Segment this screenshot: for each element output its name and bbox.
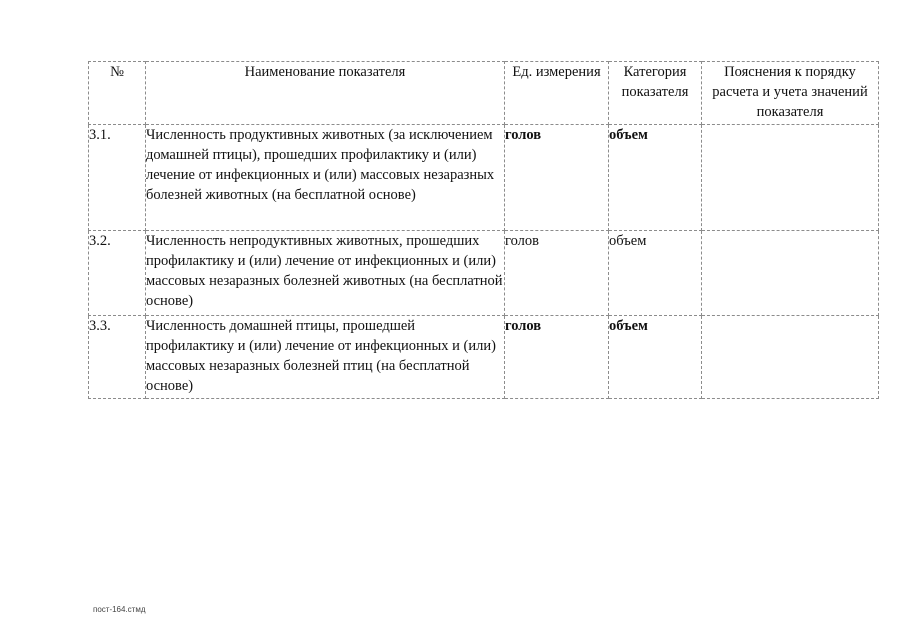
row-indicator-name: Численность непродуктивных животных, прошедших профилактику и (или) лечение от инфекционных и (или) массовых незаразных болезней животных (на бесплатной основе) — [146, 231, 505, 316]
header-unit: Ед. измерения — [505, 62, 609, 125]
row-number: 3.3. — [89, 316, 146, 399]
row-indicator-name: Численность домашней птицы, прошедшей профилактику и (или) лечение от инфекционных и (или) массовых незаразных болезней птиц (на бесплатной основе) — [146, 316, 505, 399]
row-unit: голов — [505, 231, 609, 316]
header-category: Категория показателя — [609, 62, 702, 125]
row-unit: голов — [505, 125, 609, 231]
row-category: объем — [609, 231, 702, 316]
table-row — [89, 231, 879, 316]
indicators-table — [88, 61, 879, 399]
header-indicator-name: Наименование показателя — [146, 62, 505, 125]
row-indicator-name: Численность продуктивных животных (за исключением домашней птицы), прошедших профилактику и (или) лечение от инфекционных и (или) массовых незаразных болезней животных (на бесплатной основе) — [146, 125, 505, 231]
row-explanation — [702, 125, 879, 231]
table-header-row — [89, 62, 879, 125]
row-explanation — [702, 231, 879, 316]
row-number: 3.1. — [89, 125, 146, 231]
row-category: объем — [609, 316, 702, 399]
table-row — [89, 316, 879, 399]
header-explanation: Пояснения к порядку расчета и учета значений показателя — [702, 62, 879, 125]
footer-file-label: пост-164.стмд — [93, 605, 146, 614]
header-number: № — [89, 62, 146, 125]
row-unit: голов — [505, 316, 609, 399]
table-row — [89, 125, 879, 231]
row-category: объем — [609, 125, 702, 231]
row-explanation — [702, 316, 879, 399]
row-number: 3.2. — [89, 231, 146, 316]
